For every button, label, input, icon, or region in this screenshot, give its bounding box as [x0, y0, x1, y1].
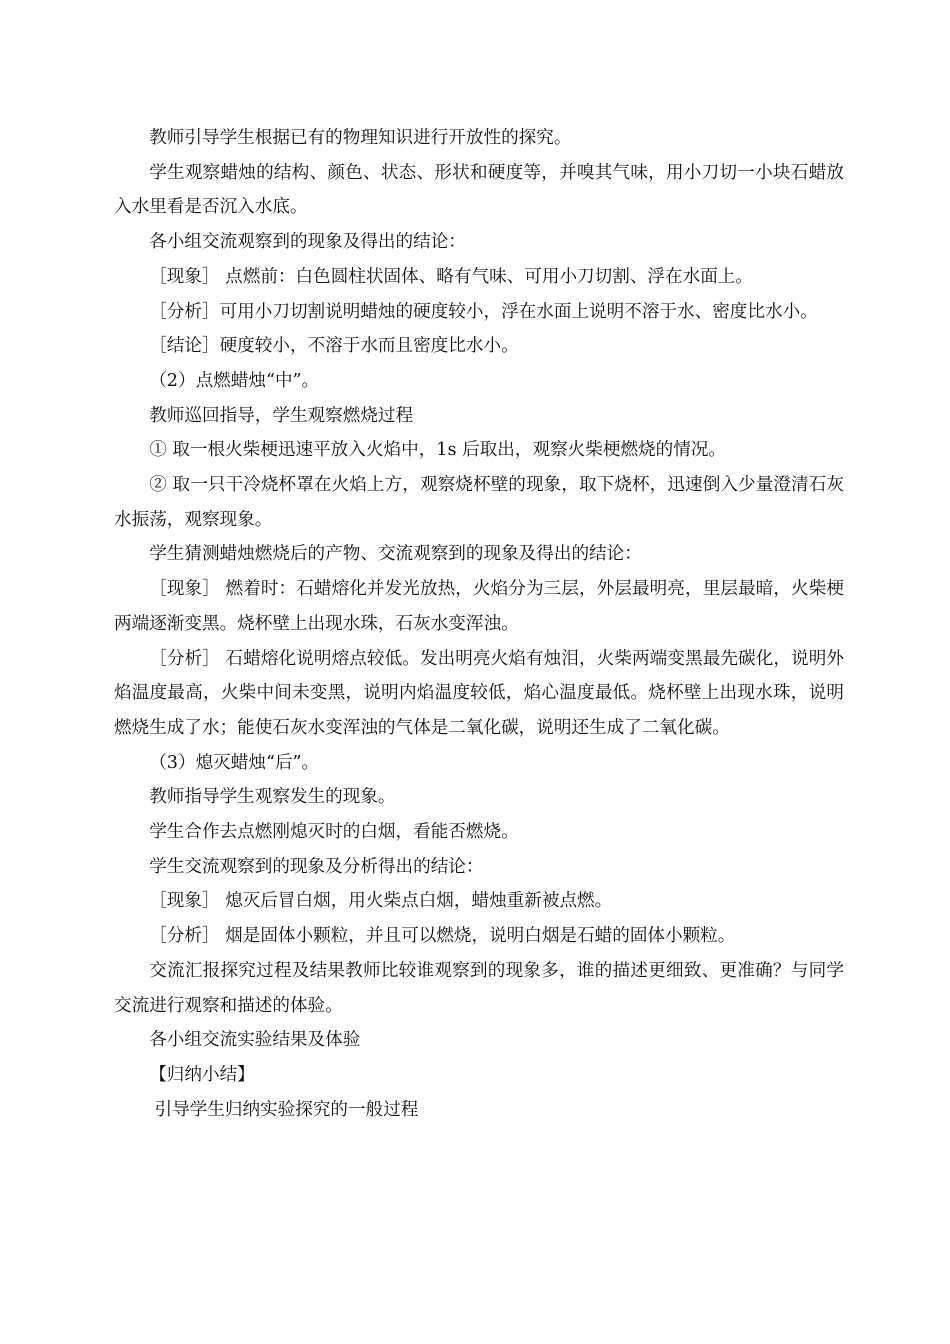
paragraph: 教师巡回指导，学生观察燃烧过程	[149, 405, 414, 426]
paragraph: （2）点燃蜡烛“中”。	[149, 370, 320, 391]
paragraph: 教师指导学生观察发生的现象。	[149, 787, 396, 808]
paragraph: 学生合作去点燃刚熄灭时的白烟，看能否燃烧。	[149, 822, 519, 843]
paragraph: ［现象］ 熄灭后冒白烟，用火柴点白烟，蜡烛重新被点燃。	[149, 891, 613, 912]
paragraph: 教师引导学生根据已有的物理知识进行开放性的探究。	[149, 128, 572, 148]
paragraph: ［现象］ 点燃前：白色圆柱状固体、略有气味、可用小刀切割、浮在水面上。	[149, 266, 753, 287]
paragraph: ［分析］ 烟是固体小颗粒，并且可以燃烧，说明白烟是石蜡的固体小颗粒。	[149, 926, 736, 947]
paragraph: 各小组交流观察到的现象及得出的结论：	[149, 232, 466, 253]
section-heading: 【归纳小结】	[149, 1064, 255, 1085]
paragraph: 引导学生归纳实验探究的一般过程	[154, 1099, 419, 1120]
paragraph: 学生猜测蜡烛燃烧后的产物、交流观察到的现象及得出的结论：	[149, 544, 642, 565]
document-body	[114, 121, 844, 1127]
paragraph: （3）熄灭蜡烛“后”。	[149, 752, 320, 773]
paragraph: 学生观察蜡烛的结构、颜色、状态、形状和硬度等，并嗅其气味，用小刀切一小块石蜡放入水里看是否沉入水底。	[114, 162, 844, 218]
paragraph: ① 取一根火柴梗迅速平放入火焰中，1s 后取出，观察火柴梗燃烧的情况。	[149, 440, 727, 461]
paragraph: 交流汇报探究过程及结果教师比较谁观察到的现象多，谁的描述更细致、更准确？与同学交流进行观察和描述的体验。	[114, 960, 844, 1016]
paragraph: ［分析］ 石蜡熔化说明熔点较低。发出明亮火焰有烛泪，火柴两端变黑最先碳化，说明外焰温度最高，火柴中间未变黑，说明内焰温度较低，焰心温度最低。烧杯壁上出现水珠，说明燃烧生成了水；能使石灰水变浑浊的气体是二氧化碳，说明还生成了二氧化碳。	[114, 648, 844, 738]
paragraph: ［现象］ 燃着时：石蜡熔化并发光放热，火焰分为三层，外层最明亮，里层最暗，火柴梗两端逐渐变黑。烧杯壁上出现水珠，石灰水变浑浊。	[114, 579, 844, 634]
paragraph: 各小组交流实验结果及体验	[149, 1030, 361, 1051]
paragraph: ［分析］可用小刀切割说明蜡烛的硬度较小，浮在水面上说明不溶于水、密度比水小。	[149, 301, 818, 322]
paragraph: ［结论］硬度较小，不溶于水而且密度比水小。	[149, 336, 519, 357]
paragraph: 学生交流观察到的现象及分析得出的结论：	[149, 856, 484, 877]
paragraph: ② 取一只干冷烧杯罩在火焰上方，观察烧杯壁的现象，取下烧杯，迅速倒入少量澄清石灰水振荡，观察现象。	[114, 475, 844, 530]
